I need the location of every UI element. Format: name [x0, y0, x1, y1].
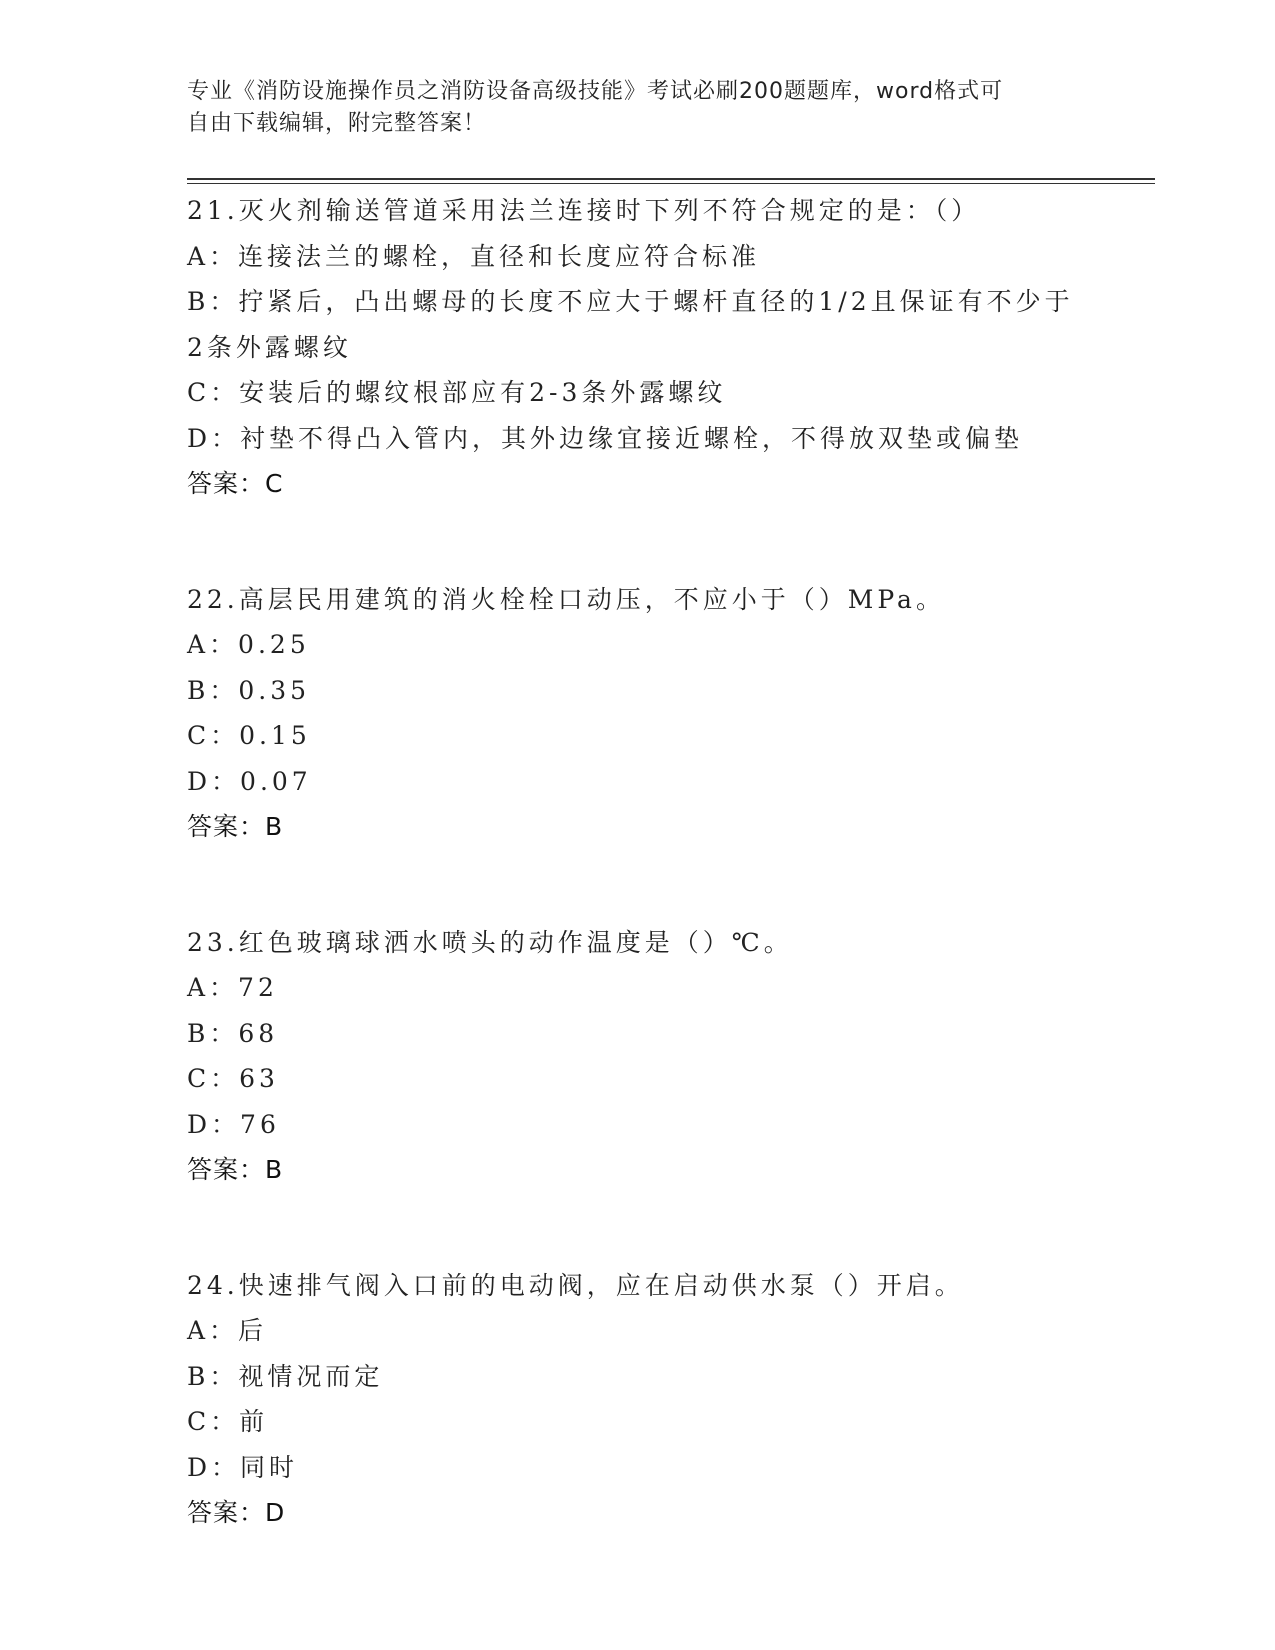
question-stem: 21.灭火剂输送管道采用法兰连接时下列不符合规定的是：（） [187, 196, 981, 225]
option-a: A：连接法兰的螺栓，直径和长度应符合标准 [187, 241, 761, 271]
option-b: B：拧紧后，凸出螺母的长度不应大于螺杆直径的1/2且保证有不少于 [187, 287, 1074, 316]
option-d: D：同时 [187, 1452, 299, 1482]
header-divider-thin [187, 183, 1155, 184]
option-c: C：安装后的螺纹根部应有2-3条外露螺纹 [187, 378, 727, 407]
question-23 [187, 920, 1087, 1193]
header-line-1: 专业《消防设施操作员之消防设备高级技能》考试必刷200题题库，word格式可 [187, 79, 1004, 104]
question-22 [187, 577, 1087, 850]
option-c: C：63 [187, 1064, 279, 1093]
question-stem: 22.高层民用建筑的消火栓栓口动压，不应小于（）MPa。 [187, 584, 945, 614]
answer-line: 答案：B [187, 1155, 284, 1184]
answer-line: 答案：C [187, 469, 284, 498]
option-c: C：0.15 [187, 721, 311, 750]
answer-line: 答案：B [187, 812, 284, 841]
question-list [187, 188, 1087, 1606]
option-d: D：76 [187, 1109, 280, 1139]
option-a: A：72 [187, 973, 278, 1002]
option-b: B：68 [187, 1018, 279, 1048]
option-a: A：0.25 [187, 630, 310, 659]
header-line-2: 自由下载编辑，附完整答案！ [187, 111, 487, 136]
header-divider-thick [187, 178, 1155, 180]
question-24 [187, 1263, 1087, 1536]
option-d: D：0.07 [187, 766, 312, 796]
question-stem: 24.快速排气阀入口前的电动阀，应在启动供水泵（）开启。 [187, 1270, 964, 1300]
question-21 [187, 188, 1087, 507]
option-b: B：0.35 [187, 675, 311, 705]
answer-line: 答案：D [187, 1498, 286, 1527]
option-b: B：视情况而定 [187, 1361, 384, 1391]
option-c: C：前 [187, 1407, 269, 1436]
document-header [187, 76, 1087, 140]
question-stem: 23.红色玻璃球洒水喷头的动作温度是（）℃。 [187, 927, 793, 957]
option-b-continued: 2条外露螺纹 [187, 332, 352, 362]
option-d: D：衬垫不得凸入管内，其外边缘宜接近螺栓，不得放双垫或偏垫 [187, 423, 1024, 453]
option-a: A：后 [187, 1316, 268, 1345]
